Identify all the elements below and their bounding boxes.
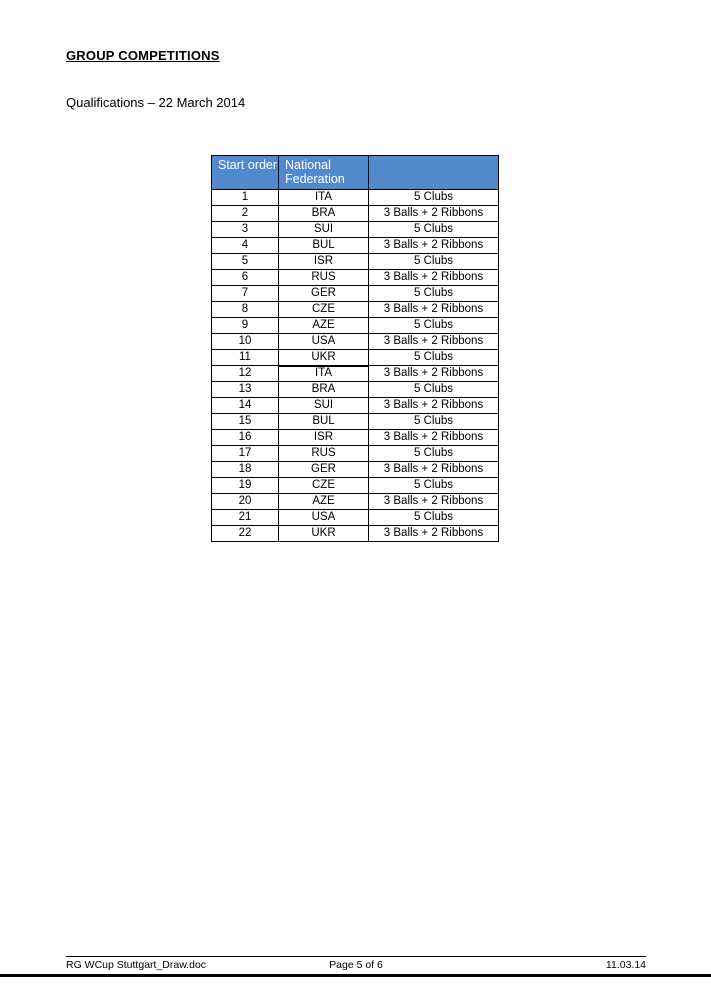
table-row	[212, 206, 499, 222]
table-row	[212, 510, 499, 526]
cell-start-order: 10	[212, 334, 279, 350]
cell-federation: RUS	[279, 270, 369, 286]
cell-apparatus: 3 Balls + 2 Ribbons	[369, 302, 499, 318]
cell-apparatus: 5 Clubs	[369, 446, 499, 462]
page-bottom-border	[0, 974, 711, 977]
cell-apparatus: 5 Clubs	[369, 414, 499, 430]
cell-start-order: 9	[212, 318, 279, 334]
cell-federation: GER	[279, 462, 369, 478]
cell-federation: SUI	[279, 398, 369, 414]
cell-federation: CZE	[279, 302, 369, 318]
cell-apparatus: 5 Clubs	[369, 510, 499, 526]
cell-federation: UKR	[279, 350, 369, 366]
cell-federation: BUL	[279, 414, 369, 430]
cell-start-order: 12	[212, 366, 279, 382]
table-row	[212, 318, 499, 334]
table-row	[212, 478, 499, 494]
cell-start-order: 7	[212, 286, 279, 302]
footer-divider-line	[66, 956, 646, 957]
cell-apparatus: 5 Clubs	[369, 318, 499, 334]
cell-start-order: 21	[212, 510, 279, 526]
cell-apparatus: 5 Clubs	[369, 190, 499, 206]
column-header-apparatus	[369, 156, 499, 190]
cell-apparatus: 3 Balls + 2 Ribbons	[369, 398, 499, 414]
cell-apparatus: 3 Balls + 2 Ribbons	[369, 430, 499, 446]
cell-start-order: 20	[212, 494, 279, 510]
column-header-start-order: Start order	[212, 156, 279, 190]
cell-federation: GER	[279, 286, 369, 302]
cell-apparatus: 3 Balls + 2 Ribbons	[369, 494, 499, 510]
cell-federation: ISR	[279, 254, 369, 270]
table-row	[212, 238, 499, 254]
cell-federation: ITA	[279, 190, 369, 206]
cell-federation: ISR	[279, 430, 369, 446]
table-row	[212, 414, 499, 430]
cell-start-order: 22	[212, 526, 279, 542]
table-row	[212, 382, 499, 398]
cell-apparatus: 5 Clubs	[369, 286, 499, 302]
cell-federation: CZE	[279, 478, 369, 494]
table-row	[212, 398, 499, 414]
table-row	[212, 350, 499, 366]
cell-apparatus: 5 Clubs	[369, 254, 499, 270]
cell-start-order: 13	[212, 382, 279, 398]
table-row	[212, 446, 499, 462]
table-row	[212, 254, 499, 270]
cell-start-order: 3	[212, 222, 279, 238]
cell-start-order: 5	[212, 254, 279, 270]
cell-federation: AZE	[279, 318, 369, 334]
page-title: GROUP COMPETITIONS	[66, 48, 220, 63]
cell-start-order: 19	[212, 478, 279, 494]
table-row	[212, 302, 499, 318]
cell-start-order: 4	[212, 238, 279, 254]
cell-federation: RUS	[279, 446, 369, 462]
cell-apparatus: 3 Balls + 2 Ribbons	[369, 334, 499, 350]
cell-federation: ITA	[279, 366, 369, 382]
table-row	[212, 222, 499, 238]
footer	[66, 959, 646, 971]
cell-apparatus: 3 Balls + 2 Ribbons	[369, 270, 499, 286]
cell-start-order: 15	[212, 414, 279, 430]
table-row	[212, 334, 499, 350]
cell-apparatus: 3 Balls + 2 Ribbons	[369, 526, 499, 542]
cell-start-order: 8	[212, 302, 279, 318]
footer-date: 11.03.14	[605, 959, 646, 971]
cell-start-order: 6	[212, 270, 279, 286]
cell-start-order: 17	[212, 446, 279, 462]
cell-apparatus: 3 Balls + 2 Ribbons	[369, 366, 499, 382]
table-header-row	[212, 156, 499, 190]
table-row	[212, 526, 499, 542]
cell-federation: BRA	[279, 206, 369, 222]
footer-filename: RG WCup Stuttgart_Draw.doc	[66, 959, 207, 971]
table-row	[212, 462, 499, 478]
cell-start-order: 14	[212, 398, 279, 414]
table-row	[212, 430, 499, 446]
cell-federation: SUI	[279, 222, 369, 238]
table-row	[212, 286, 499, 302]
cell-start-order: 18	[212, 462, 279, 478]
cell-apparatus: 5 Clubs	[369, 478, 499, 494]
column-header-national-federation: National Federation	[279, 156, 369, 190]
cell-apparatus: 3 Balls + 2 Ribbons	[369, 462, 499, 478]
cell-start-order: 11	[212, 350, 279, 366]
cell-start-order: 16	[212, 430, 279, 446]
cell-apparatus: 3 Balls + 2 Ribbons	[369, 238, 499, 254]
cell-apparatus: 5 Clubs	[369, 350, 499, 366]
subtitle: Qualifications – 22 March 2014	[66, 95, 246, 110]
table-row	[212, 270, 499, 286]
cell-federation: USA	[279, 334, 369, 350]
cell-apparatus: 3 Balls + 2 Ribbons	[369, 206, 499, 222]
table-row	[212, 494, 499, 510]
cell-federation: AZE	[279, 494, 369, 510]
footer-page-number: Page 5 of 6	[329, 959, 383, 971]
cell-start-order: 2	[212, 206, 279, 222]
table-row	[212, 366, 499, 382]
cell-apparatus: 5 Clubs	[369, 382, 499, 398]
table-row	[212, 190, 499, 206]
cell-start-order: 1	[212, 190, 279, 206]
cell-federation: UKR	[279, 526, 369, 542]
cell-federation: BRA	[279, 382, 369, 398]
cell-federation: USA	[279, 510, 369, 526]
cell-apparatus: 5 Clubs	[369, 222, 499, 238]
start-order-table	[211, 155, 499, 542]
cell-federation: BUL	[279, 238, 369, 254]
